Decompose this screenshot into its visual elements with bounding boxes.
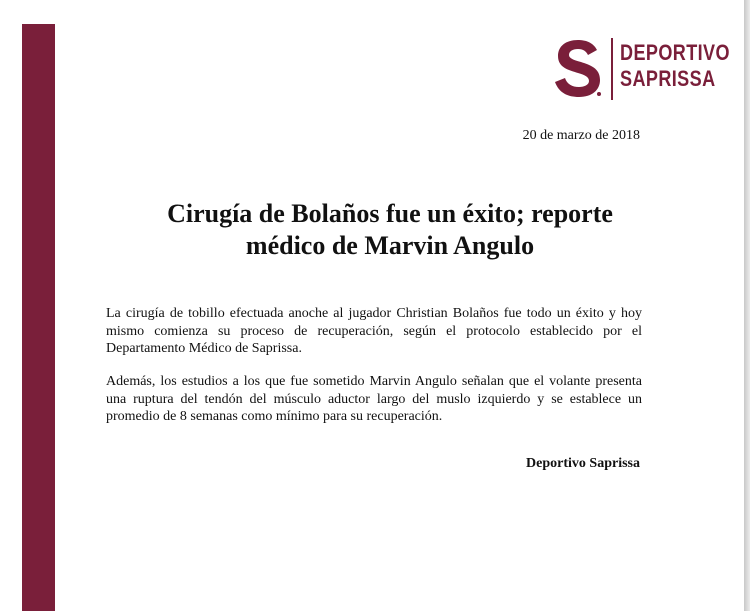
document-date: 20 de marzo de 2018 [522, 128, 640, 143]
title-line-2: médico de Marvin Angulo [245, 231, 535, 260]
signature: Deportivo Saprissa [526, 456, 640, 471]
page-edge-shadow [744, 0, 750, 611]
logo-line-1: DEPORTIVO [620, 40, 730, 65]
logo-wordmark [620, 40, 730, 92]
paragraph-1: La cirugía de tobillo efectuada anoche al jugador Christian Bolaños fue todo un éxito y hoy mismo comienza su proceso de recuperación, según el protocolo establecido por el Departamento Médico de Saprissa. [106, 306, 642, 356]
document-title [100, 198, 680, 262]
logo-line-2: SAPRISSA [620, 66, 716, 91]
saprissa-s-logo-icon [553, 38, 603, 98]
brand-sidebar-bar [22, 24, 55, 611]
paragraph-2: Además, los estudios a los que fue sometido Marvin Angulo señalan que el volante presenta una ruptura del tendón del músculo aductor largo del muslo izquierdo y se establece un promedio de 8 semanas como mínimo para su recuperación. [106, 374, 642, 424]
saprissa-logo [553, 34, 730, 102]
logo-divider [611, 38, 613, 100]
title-line-1: Cirugía de Bolaños fue un éxito; reporte [167, 199, 613, 228]
